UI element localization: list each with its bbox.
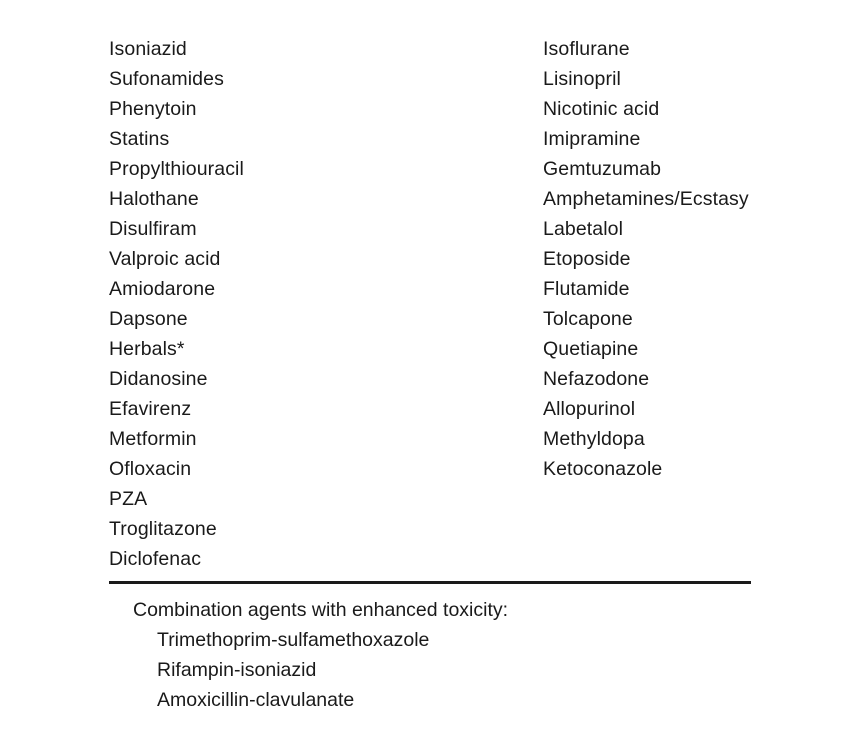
combination-title: Combination agents with enhanced toxicity:: [133, 599, 509, 621]
drug-item: Herbals*: [109, 338, 185, 360]
combination-footnote: [133, 595, 508, 715]
table-divider: [109, 581, 751, 584]
drug-item: Isoniazid: [109, 38, 187, 60]
drug-item: Ofloxacin: [109, 458, 192, 480]
combination-item: Rifampin-isoniazid: [157, 659, 317, 681]
drug-item: Phenytoin: [109, 98, 197, 120]
drug-item: Troglitazone: [109, 518, 217, 540]
drug-item: Tolcapone: [543, 308, 633, 330]
drug-list-right-column: [543, 34, 749, 484]
drug-item: Nefazodone: [543, 368, 650, 390]
drug-item: Lisinopril: [543, 68, 621, 90]
drug-list-left-column: [109, 34, 244, 574]
drug-item: Quetiapine: [543, 338, 639, 360]
combination-item: Amoxicillin-clavulanate: [157, 689, 355, 711]
drug-item: Imipramine: [543, 128, 641, 150]
drug-item: Ketoconazole: [543, 458, 663, 480]
drug-item: Nicotinic acid: [543, 98, 660, 120]
drug-item: Valproic acid: [109, 248, 221, 270]
drug-item: Labetalol: [543, 218, 624, 240]
drug-item: Amphetamines/Ecstasy: [543, 188, 749, 210]
drug-item: Dapsone: [109, 308, 188, 330]
drug-item: Etoposide: [543, 248, 631, 270]
drug-item: Efavirenz: [109, 398, 192, 420]
drug-item: Gemtuzumab: [543, 158, 662, 180]
drug-item: PZA: [109, 488, 148, 510]
drug-item: Statins: [109, 128, 170, 150]
drug-item: Flutamide: [543, 278, 630, 300]
combination-item: Trimethoprim-sulfamethoxazole: [157, 629, 430, 651]
drug-item: Disulfiram: [109, 218, 197, 240]
drug-item: Methyldopa: [543, 428, 645, 450]
combination-list: [133, 625, 508, 715]
drug-item: Diclofenac: [109, 548, 202, 570]
drug-item: Amiodarone: [109, 278, 216, 300]
drug-item: Sufonamides: [109, 68, 224, 90]
drug-item: Metformin: [109, 428, 197, 450]
drug-item: Allopurinol: [543, 398, 636, 420]
drug-item: Isoflurane: [543, 38, 630, 60]
drug-item: Didanosine: [109, 368, 208, 390]
drug-item: Halothane: [109, 188, 199, 210]
drug-item: Propylthiouracil: [109, 158, 244, 180]
